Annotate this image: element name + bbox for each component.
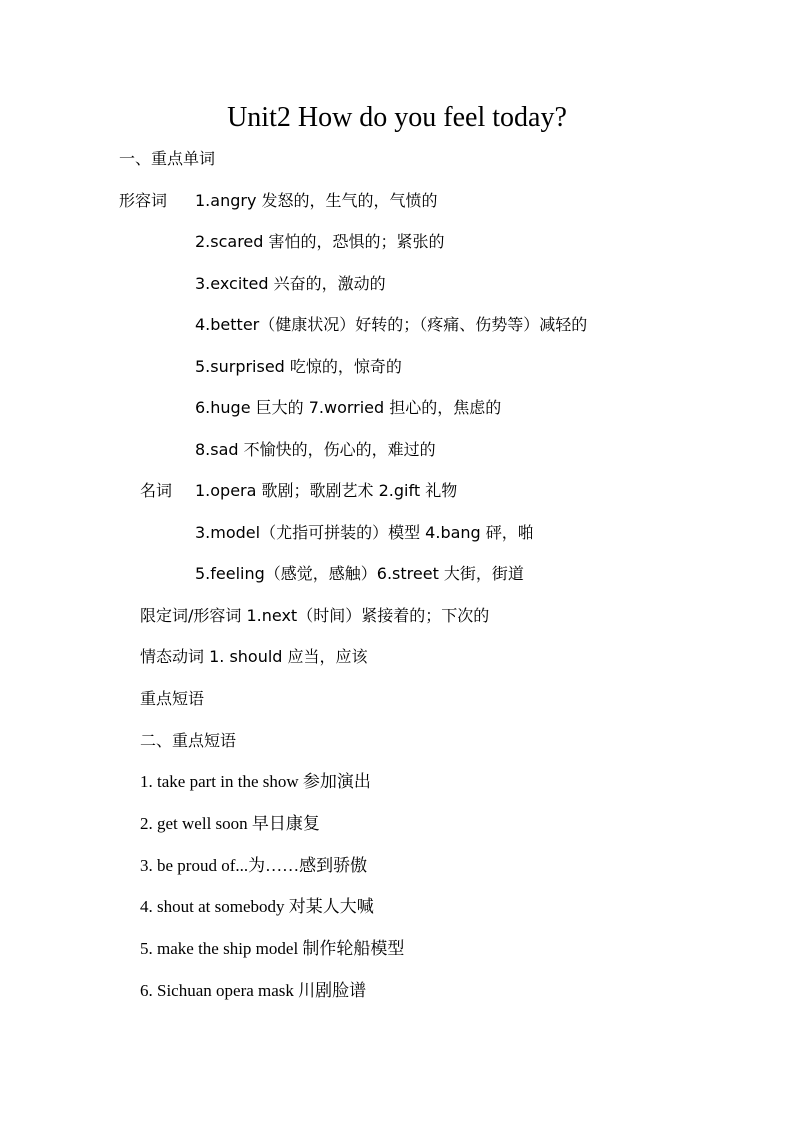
noun-item: 1.opera 歌剧；歌剧艺术 2.gift 礼物 (195, 481, 458, 500)
document-title: Unit2 How do you feel today? (227, 102, 567, 133)
adjective-item: 1.angry 发怒的，生气的，气愤的 (195, 191, 438, 210)
noun-item: 5.feeling（感觉，感触）6.street 大街，街道 (195, 564, 524, 583)
modal-verb-line: 情态动词 1. should 应当，应该 (140, 647, 368, 666)
adjective-item: 2.scared 害怕的，恐惧的；紧张的 (195, 232, 445, 251)
section-heading-key-words: 一、重点单词 (119, 149, 216, 168)
adjective-item: 3.excited 兴奋的，激动的 (195, 274, 386, 293)
phrase-item: 6. Sichuan opera mask 川剧脸谱 (140, 981, 367, 1000)
adjective-item: 8.sad 不愉快的，伤心的，难过的 (195, 440, 436, 459)
phrase-item: 5. make the ship model 制作轮船模型 (140, 939, 405, 958)
phrase-item: 3. be proud of...为……感到骄傲 (140, 856, 368, 875)
key-phrases-label: 重点短语 (140, 689, 205, 708)
adjective-item: 4.better（健康状况）好转的；（疼痛、伤势等）减轻的 (195, 315, 588, 334)
phrase-item: 2. get well soon 早日康复 (140, 814, 320, 833)
determiner-line: 限定词/形容词 1.next（时间）紧接着的；下次的 (140, 606, 490, 625)
nouns-label: 名词 (140, 481, 173, 500)
phrase-item: 1. take part in the show 参加演出 (140, 772, 371, 791)
phrase-item: 4. shout at somebody 对某人大喊 (140, 897, 374, 916)
adjective-item: 5.surprised 吃惊的，惊奇的 (195, 357, 402, 376)
adjective-item: 6.huge 巨大的 7.worried 担心的，焦虑的 (195, 398, 502, 417)
noun-item: 3.model（尤指可拼装的）模型 4.bang 砰，啪 (195, 523, 534, 542)
adjectives-label: 形容词 (119, 191, 168, 210)
section-heading-key-phrases: 二、重点短语 (140, 731, 237, 750)
